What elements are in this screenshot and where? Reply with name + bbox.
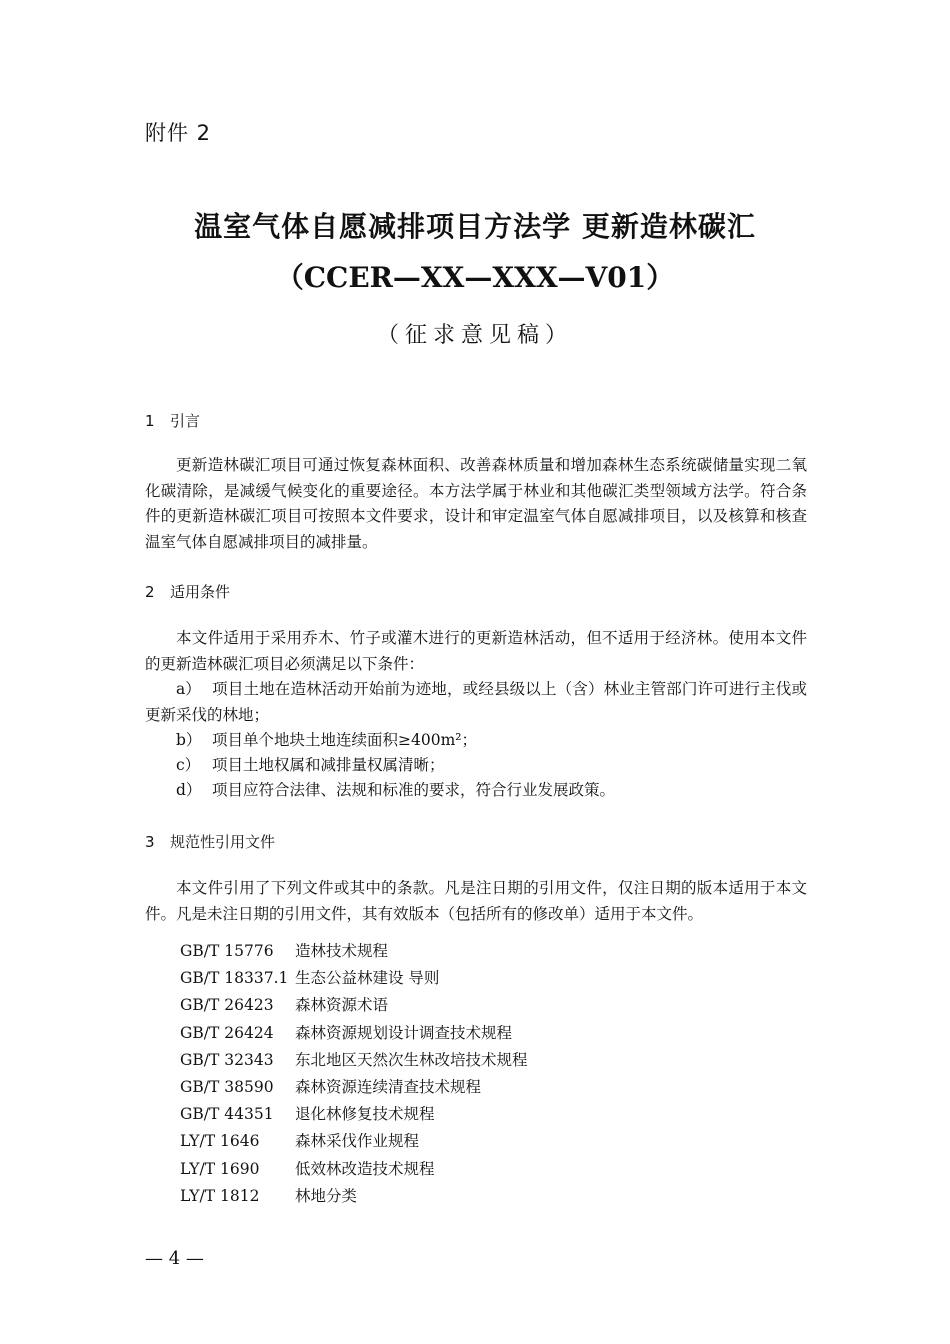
reference-code: GB/T 18337.1 (180, 969, 289, 988)
document-status: （征求意见稿） (376, 323, 573, 348)
item-label: a） (176, 680, 201, 698)
item-label: b） (176, 731, 202, 749)
section-1-paragraph: 更新造林碳汇项目可通过恢复森林面积、改善森林质量和增加森林生态系统碳储量实现二氧化碳清除，是减缓气候变化的重要途径。本方法学属于林业和其他碳汇类型领域方法学。符合条件的更新造林碳汇项目可按照本文件要求，设计和审定温室气体自愿减排项目，以及核算和核查温室气体自愿减排项目的减排量。 (145, 456, 807, 551)
section-number: 1 (145, 412, 155, 430)
reference-code: GB/T 26424 (180, 1023, 274, 1042)
item-label: c） (176, 756, 201, 774)
section-title: 适用条件 (170, 583, 231, 601)
section-number: 3 (145, 833, 155, 851)
section-heading-2 (145, 581, 230, 602)
section-3-paragraph: 本文件引用了下列文件或其中的条款。凡是注日期的引用文件，仅注日期的版本适用于本文件。凡是未注日期的引用文件，其有效版本（包括所有的修改单）适用于本文件。 (145, 879, 807, 923)
page-number: — 4 — (145, 1248, 204, 1269)
document-title: 温室气体自愿减排项目方法学 更新造林碳汇 (194, 210, 756, 243)
reference-name: 森林资源规划设计调查技术规程 (295, 1023, 513, 1042)
reference-row (180, 1047, 528, 1074)
reference-row (180, 965, 528, 992)
reference-name: 森林资源术语 (295, 996, 389, 1015)
item-text: 项目单个地块土地连续面积≥400m²； (212, 731, 477, 749)
section-heading-3 (145, 831, 275, 852)
reference-code: GB/T 44351 (180, 1105, 274, 1124)
reference-name: 低效林改造技术规程 (295, 1159, 435, 1178)
condition-item (145, 753, 807, 779)
reference-name: 东北地区天然次生林改培技术规程 (295, 1050, 528, 1069)
section-title: 规范性引用文件 (170, 833, 276, 851)
reference-list (180, 938, 528, 1210)
condition-item (145, 677, 807, 728)
reference-code: LY/T 1812 (180, 1186, 260, 1205)
condition-item (145, 778, 807, 804)
reference-row (180, 1156, 528, 1183)
reference-row (180, 1074, 528, 1101)
reference-name: 森林采伐作业规程 (295, 1132, 420, 1151)
condition-item (145, 728, 807, 754)
reference-row (180, 1020, 528, 1047)
reference-row (180, 992, 528, 1019)
reference-row (180, 938, 528, 965)
reference-code: LY/T 1690 (180, 1159, 260, 1178)
reference-code: GB/T 32343 (180, 1050, 274, 1069)
section-heading-1 (145, 410, 200, 431)
item-label: d） (176, 781, 202, 799)
reference-name: 造林技术规程 (295, 942, 389, 960)
section-2-paragraph: 本文件适用于采用乔木、竹子或灌木进行的更新造林活动，但不适用于经济林。使用本文件的更新造林碳汇项目必须满足以下条件： (145, 629, 807, 673)
reference-name: 退化林修复技术规程 (295, 1105, 435, 1124)
section-number: 2 (145, 583, 155, 601)
reference-row (180, 1183, 528, 1210)
reference-code: GB/T 26423 (180, 996, 274, 1015)
item-text: 项目应符合法律、法规和标准的要求，符合行业发展政策。 (212, 781, 616, 799)
reference-code: LY/T 1646 (180, 1132, 260, 1151)
reference-row (180, 1101, 528, 1128)
reference-name: 生态公益林建设 导则 (295, 969, 440, 988)
item-text: 项目土地在造林活动开始前为迹地，或经县级以上（含）林业主管部门许可进行主伐或更新采伐的林地； (145, 680, 807, 724)
item-text: 项目土地权属和减排量权属清晰； (212, 756, 445, 774)
reference-name: 森林资源连续清查技术规程 (295, 1077, 482, 1096)
reference-code: GB/T 38590 (180, 1077, 274, 1096)
reference-code: GB/T 15776 (180, 942, 274, 960)
reference-name: 林地分类 (295, 1186, 358, 1205)
attachment-label: 附件 2 (145, 121, 212, 145)
section-title: 引言 (170, 412, 201, 430)
document-code: （CCER—XX—XXX—V01） (275, 261, 675, 294)
reference-row (180, 1128, 528, 1155)
